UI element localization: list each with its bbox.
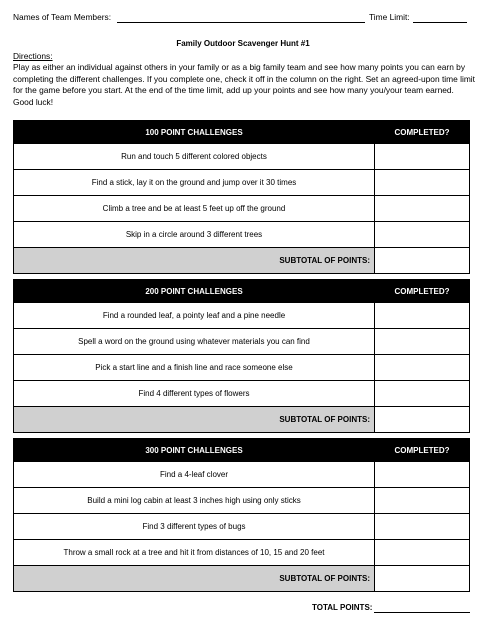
challenge-text: Find 3 different types of bugs <box>14 514 375 540</box>
completed-checkbox-cell[interactable] <box>375 355 470 381</box>
section-heading: 200 POINT CHALLENGES <box>14 280 375 303</box>
challenge-text: Climb a tree and be at least 5 feet up off the ground <box>14 196 375 222</box>
challenge-text: Find a 4-leaf clover <box>14 462 375 488</box>
completed-checkbox-cell[interactable] <box>375 222 470 248</box>
completed-checkbox-cell[interactable] <box>375 170 470 196</box>
table-row <box>14 355 470 381</box>
total-points-field[interactable] <box>374 612 470 613</box>
subtotal-field[interactable] <box>375 407 470 433</box>
subtotal-field[interactable] <box>375 248 470 274</box>
challenge-table-100 <box>13 120 470 274</box>
time-limit-field[interactable] <box>413 22 467 23</box>
table-row <box>14 329 470 355</box>
completed-checkbox-cell[interactable] <box>375 303 470 329</box>
challenge-text: Find 4 different types of flowers <box>14 381 375 407</box>
challenge-text: Skip in a circle around 3 different trees <box>14 222 375 248</box>
table-row <box>14 170 470 196</box>
section-heading: 100 POINT CHALLENGES <box>14 121 375 144</box>
table-row <box>14 196 470 222</box>
subtotal-row <box>14 248 470 274</box>
challenge-text: Build a mini log cabin at least 3 inches high using only sticks <box>14 488 375 514</box>
completed-checkbox-cell[interactable] <box>375 462 470 488</box>
challenge-table-200 <box>13 279 470 433</box>
team-members-label: Names of Team Members: <box>13 12 112 22</box>
table-row <box>14 514 470 540</box>
page-title: Family Outdoor Scavenger Hunt #1 <box>176 39 310 48</box>
completed-heading: COMPLETED? <box>375 439 470 462</box>
challenge-text: Find a stick, lay it on the ground and jump over it 30 times <box>14 170 375 196</box>
team-members-field[interactable] <box>117 22 365 23</box>
completed-checkbox-cell[interactable] <box>375 540 470 566</box>
subtotal-row <box>14 407 470 433</box>
challenge-text: Pick a start line and a finish line and race someone else <box>14 355 375 381</box>
subtotal-label: SUBTOTAL OF POINTS: <box>14 566 375 592</box>
table-header <box>14 280 470 303</box>
table-header <box>14 439 470 462</box>
table-row <box>14 462 470 488</box>
table-row <box>14 303 470 329</box>
subtotal-row <box>14 566 470 592</box>
completed-checkbox-cell[interactable] <box>375 329 470 355</box>
challenge-text: Throw a small rock at a tree and hit it from distances of 10, 15 and 20 feet <box>14 540 375 566</box>
section-heading: 300 POINT CHALLENGES <box>14 439 375 462</box>
subtotal-label: SUBTOTAL OF POINTS: <box>14 248 375 274</box>
total-points-label: TOTAL POINTS: <box>312 603 373 612</box>
table-row <box>14 540 470 566</box>
challenge-text: Run and touch 5 different colored objects <box>14 144 375 170</box>
table-row <box>14 144 470 170</box>
table-row <box>14 222 470 248</box>
completed-checkbox-cell[interactable] <box>375 381 470 407</box>
completed-checkbox-cell[interactable] <box>375 144 470 170</box>
challenge-table-300 <box>13 438 470 592</box>
completed-checkbox-cell[interactable] <box>375 196 470 222</box>
completed-checkbox-cell[interactable] <box>375 488 470 514</box>
table-header <box>14 121 470 144</box>
table-row <box>14 488 470 514</box>
completed-heading: COMPLETED? <box>375 280 470 303</box>
table-row <box>14 381 470 407</box>
challenge-text: Find a rounded leaf, a pointy leaf and a pine needle <box>14 303 375 329</box>
directions-text: Play as either an individual against others in your family or as a big family team and see how many points you can earn by completing the different challenges. If you complete one, check it off in the column on the right. Set an agreed-upon time limit for the game before you start. At the end of the time limit, add up your points and see how many you/your team earned. Good luck! <box>13 62 475 107</box>
completed-heading: COMPLETED? <box>375 121 470 144</box>
subtotal-field[interactable] <box>375 566 470 592</box>
directions-label: Directions: <box>13 51 53 61</box>
challenge-text: Spell a word on the ground using whatever materials you can find <box>14 329 375 355</box>
subtotal-label: SUBTOTAL OF POINTS: <box>14 407 375 433</box>
completed-checkbox-cell[interactable] <box>375 514 470 540</box>
time-limit-label: Time Limit: <box>369 12 410 22</box>
